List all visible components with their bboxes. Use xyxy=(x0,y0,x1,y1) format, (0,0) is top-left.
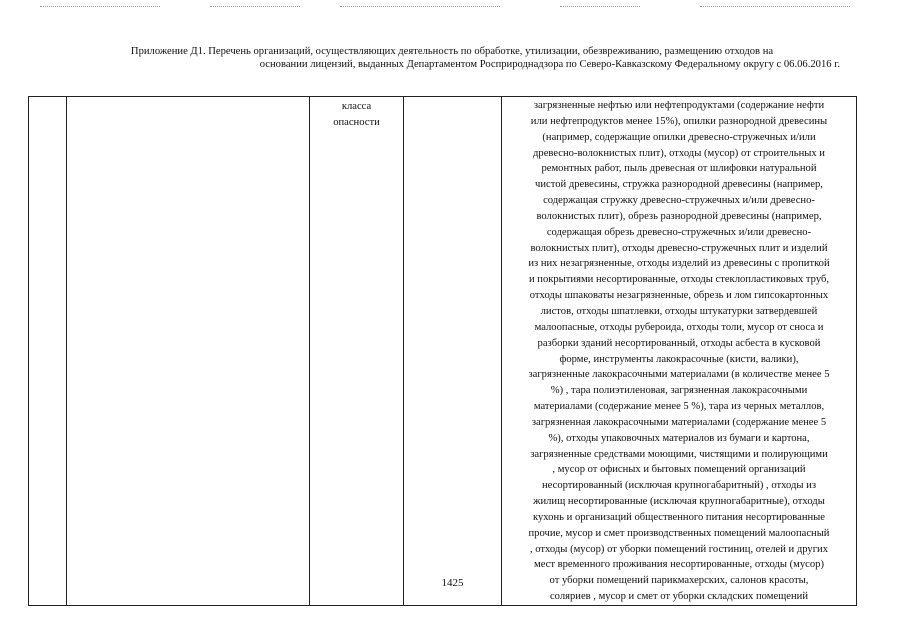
cell-number xyxy=(29,97,67,606)
waste-line: материалами (содержание менее 5 %), тара из черных металлов, xyxy=(533,401,825,413)
waste-line: %) , тара полиэтиленовая, загрязненная лакокрасочными xyxy=(550,385,808,397)
waste-line: чистой древесины, стружка разнородной древесины (например, xyxy=(535,179,823,191)
waste-line: загрязненные нефтью или нефтепродуктами (содержание нефти xyxy=(533,100,825,111)
waste-line: из них незагрязненные, отходы изделий из древесины с пропиткой xyxy=(528,258,830,270)
cell-activity xyxy=(404,97,502,606)
waste-line: разборки зданий несортированный, отходы асбеста в кусковой xyxy=(537,337,821,349)
waste-line: от уборки помещений парикмахерских, салонов красоты, xyxy=(549,575,809,587)
waste-line: соляриев , мусор и смет от уборки складских помещений xyxy=(549,591,809,603)
waste-line: или нефтепродуктов менее 15%), опилки разнородной древесины xyxy=(530,115,828,127)
waste-line: , отходы (мусор) от уборки помещений гостиниц, отелей и других xyxy=(529,543,829,555)
waste-line: мест временного проживания несортированные, отходы (мусор) xyxy=(533,559,824,571)
header-line-1: Приложение Д1. Перечень организаций, осуществляющих деятельность по обработке, утилизации, обезвреживанию, размещению отходов на xyxy=(130,46,774,57)
waste-line: , мусор от офисных и бытовых помещений организаций xyxy=(552,464,806,476)
waste-line: древесно-волокнистых плит), отходы (мусор) от строительных и xyxy=(533,147,825,159)
cell-waste-types xyxy=(502,97,857,606)
organizations-table xyxy=(28,96,857,606)
waste-line: несортированный (исключая крупногабаритный) , отходы из xyxy=(542,480,816,492)
waste-line: малоопасные, отходы рубероида, отходы толи, мусор от сноса и xyxy=(534,321,824,333)
waste-line: волокнистых плит), отходы древесно-стружечных плит и изделий xyxy=(530,242,828,254)
waste-line: загрязненные лакокрасочными материалами (в количестве менее 5 xyxy=(528,369,830,381)
waste-line: загрязненная лакокрасочными материалами (содержание менее 5 xyxy=(531,416,827,428)
cell-hazard-class xyxy=(310,97,404,606)
waste-line: отходы шпаковаты незагрязненные, обрезь и лом гипсокартонных xyxy=(529,290,829,302)
waste-line: прочие, мусор и смет производственных помещений малоопасный xyxy=(528,527,830,539)
waste-line: волокнистых плит), обрезь разнородной древесины (например, xyxy=(536,210,822,222)
waste-line: содержащая стружку древесно-стружечных и/или древесно- xyxy=(543,195,815,207)
hazard-class-line: класса xyxy=(341,101,372,112)
waste-line: листов, отходы шпатлевки, отходы штукатурки затвердевшей xyxy=(540,305,818,317)
waste-line: кухонь и организаций общественного питания несортированные xyxy=(533,511,825,523)
waste-line: загрязненные средствами моющими, чистящими и полирующими xyxy=(530,448,828,460)
waste-line: ремонтных работ, пыль древесная от шлифовки натуральной xyxy=(541,163,817,175)
header-line-2: основании лицензий, выданных Департаментом Росприроднадзора по Северо-Кавказскому Федеральному округу с 06.06.2016 г. xyxy=(259,59,840,70)
waste-line: %), отходы упаковочных материалов из бумаги и картона, xyxy=(548,432,810,444)
waste-line: форме, инструменты лакокрасочные (кисти, валики), xyxy=(559,353,799,365)
appendix-header xyxy=(62,45,842,71)
page-number: 1425 xyxy=(441,577,464,589)
waste-line: жилищ несортированные (исключая крупногабаритные), отходы xyxy=(533,496,825,508)
cell-organization xyxy=(67,97,310,606)
waste-line: содержащая обрезь древесно-стружечных и/или древесно- xyxy=(546,226,812,238)
waste-line: и покрытиями несортированные, отходы стеклопластиковых труб, xyxy=(528,274,830,286)
scan-edge-artifact xyxy=(0,0,905,14)
waste-line: (например, содержащие опилки древесно-стружечных и/или xyxy=(542,131,816,143)
table-row xyxy=(29,97,857,606)
hazard-class-line: опасности xyxy=(333,116,380,128)
